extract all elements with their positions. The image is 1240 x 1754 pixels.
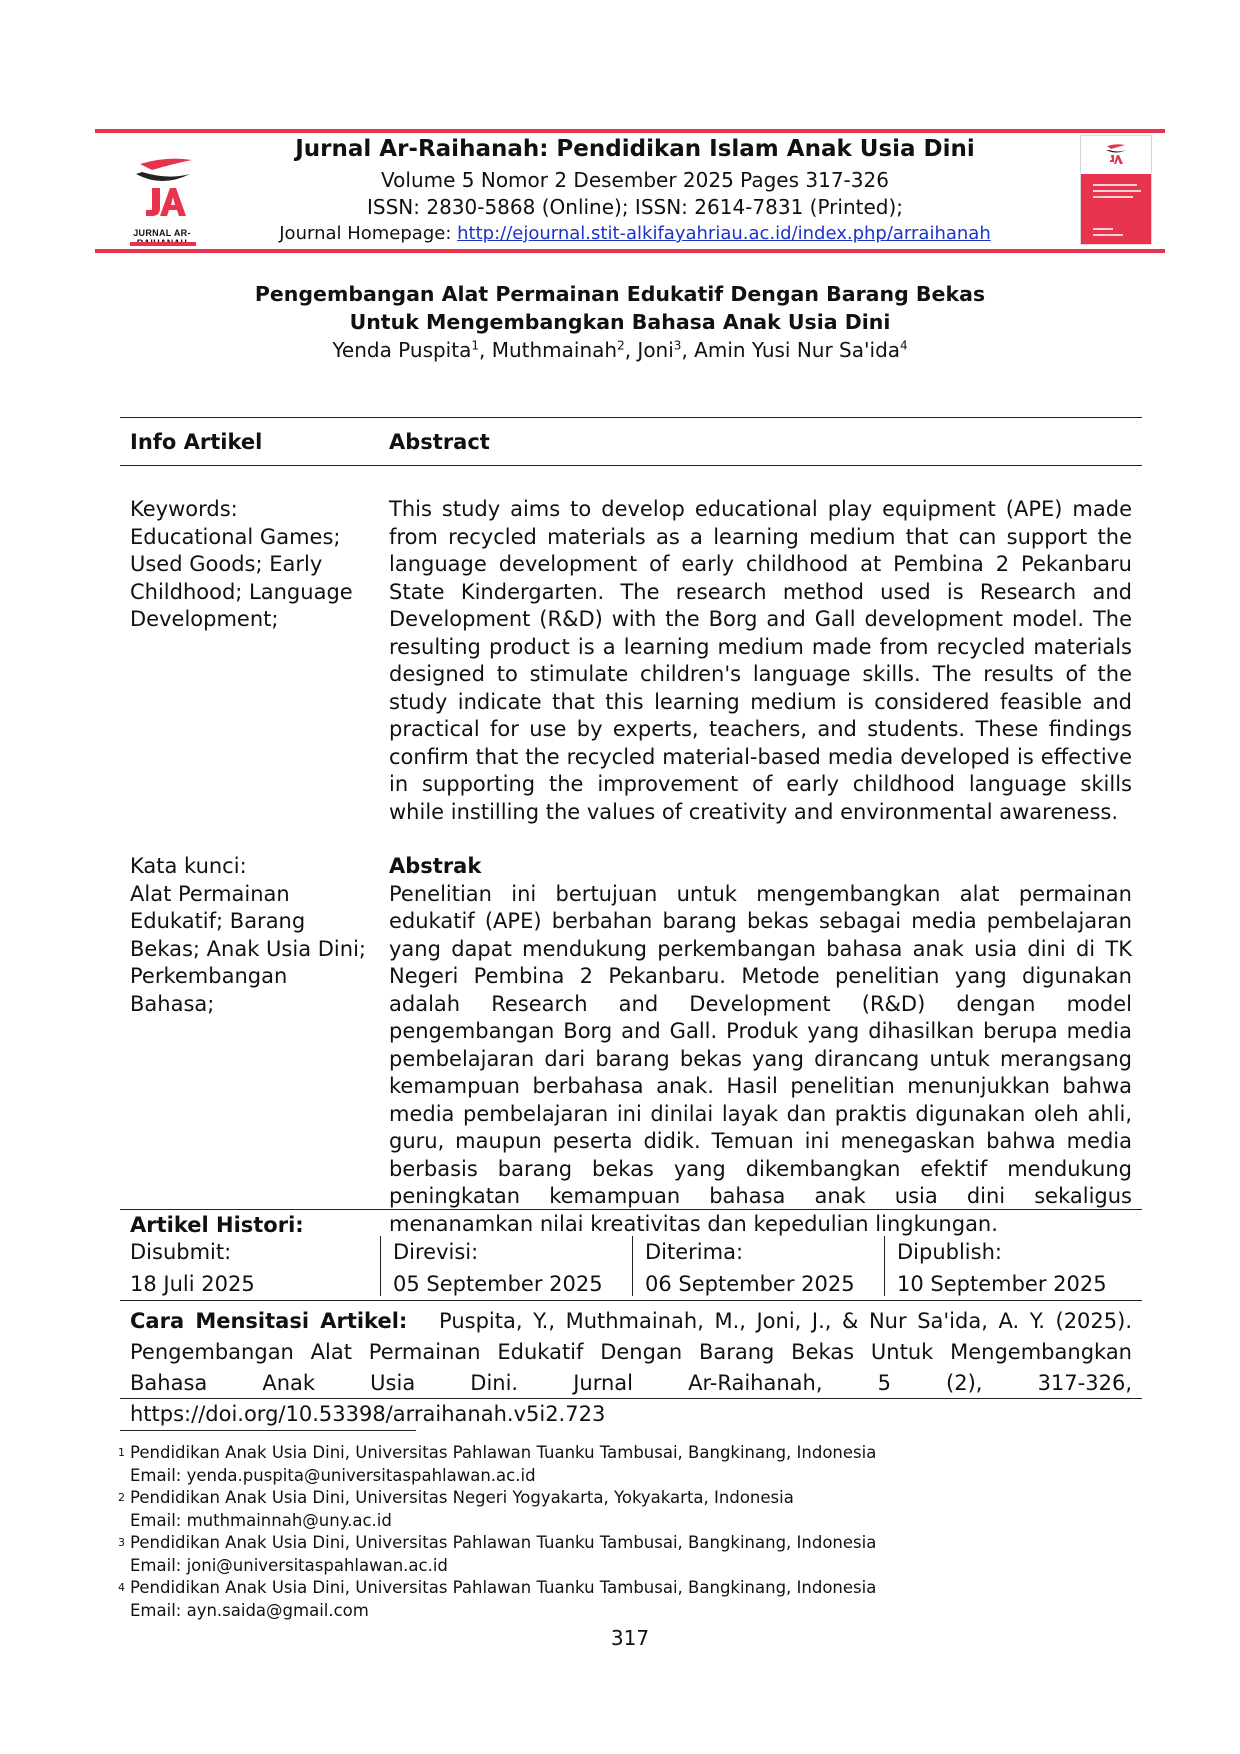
footnote-item — [118, 1442, 1018, 1487]
journal-logo-mark — [112, 150, 212, 230]
history-top-rule — [120, 1209, 1142, 1210]
abstract-english: This study aims to develop educational play equipment (APE) made from recycled materials as a learning medium that can support the language development of early childhood at Pembina 2 Pekanbaru State Kindergarten. The research method used is Research and Development (R&D) with the Borg and Gall development model. The resulting product is a learning medium made from recycled materials designed to stimulate children's language skills. The results of the study indicate that this learning medium is considered feasible and practical for use by experts, teachers, and students. These findings confirm that the recycled material-based media developed is effective in supporting the improvement of early childhood language skills while instilling the values of creativity and environmental awareness. — [389, 497, 1132, 824]
kata-kunci-label: Kata kunci: — [130, 854, 247, 878]
kata-kunci-line: Perkembangan — [130, 964, 288, 988]
info-artikel-header: Info Artikel — [130, 430, 263, 454]
footnote-rule — [120, 1430, 416, 1431]
kata-kunci-line: Bahasa; — [130, 991, 215, 1016]
page-number: 317 — [610, 1626, 650, 1650]
footnote-email[interactable]: Email: ayn.saida@gmail.com — [130, 1600, 369, 1620]
abstract-header: Abstract — [389, 430, 490, 454]
footnote-affiliation: Pendidikan Anak Usia Dini, Universitas Negeri Yogyakarta, Yokyakarta, Indonesia — [130, 1488, 794, 1507]
footnote-affiliation: Pendidikan Anak Usia Dini, Universitas Pahlawan Tuanku Tambusai, Bangkinang, Indonesia — [130, 1578, 877, 1597]
footnote-affiliation: Pendidikan Anak Usia Dini, Universitas Pahlawan Tuanku Tambusai, Bangkinang, Indonesia — [130, 1443, 877, 1462]
citation-text[interactable]: Puspita, Y., Muthmainah, M., Joni, J., & Nur Sa'ida, A. Y. (2025). Pengembangan Alat Permainan Edukatif Dengan Barang Bekas Untuk Mengembangkan Bahasa Anak Usia Dini. Jurnal Ar-Raihanah, 5 (2), 317-326, https://doi.org/10.53398/arraihanah.v5i2.723 — [130, 1309, 1133, 1426]
table-top-rule — [120, 417, 1142, 418]
author-name: Yenda Puspita — [332, 338, 472, 362]
footnote-email[interactable]: Email: muthmainnah@uny.ac.id — [130, 1510, 392, 1530]
abstract-indonesian: Penelitian ini bertujuan untuk mengembangkan alat permainan edukatif (APE) berbahan barang bekas sebagai media pembelajaran yang dapat mendukung perkembangan bahasa anak usia dini di TK Negeri Pembina 2 Pekanbaru. Metode penelitian yang digunakan adalah Research and Development (R&D) dengan model pengembangan Borg and Gall. Produk yang dihasilkan berupa media pembelajaran dari barang bekas yang dirancang untuk merangsang kemampuan berbahasa anak. Hasil penelitian menunjukkan bahwa media pembelajaran ini dinilai layak dan praktis digunakan oleh ahli, guru, maupun peserta didik. Temuan ini menegaskan bahwa media berbasis barang bekas yang dikembangkan efektif mendukung peningkatan kemampuan bahasa anak usia dini sekaligus menanamkan nilai kreativitas dan kepedulian lingkungan. — [389, 881, 1132, 1236]
keyword-line: Used Goods; Early — [130, 552, 323, 576]
history-published-date: 10 September 2025 — [897, 1272, 1107, 1296]
keyword-line: Educational Games; — [130, 524, 341, 549]
history-divider — [884, 1236, 885, 1296]
author-affiliation-marker: 2 — [617, 338, 625, 353]
keyword-line: Childhood; Language — [130, 579, 353, 604]
journal-issn: ISSN: 2830-5868 (Online); ISSN: 2614-7831 (Printed); — [367, 195, 903, 219]
history-divider — [380, 1236, 381, 1296]
logo-tagline-bar — [130, 242, 196, 246]
journal-title: Jurnal Ar-Raihanah: Pendidikan Islam Anak Usia Dini — [295, 136, 975, 162]
history-published-label: Dipublish: — [897, 1240, 1002, 1264]
journal-cover-thumbnail[interactable] — [1080, 135, 1152, 245]
cover-logo-icon — [1103, 142, 1129, 166]
citation-block — [130, 1306, 1132, 1430]
footnote-item — [118, 1532, 1018, 1577]
history-revised-date: 05 September 2025 — [393, 1272, 603, 1296]
history-accepted-date: 06 September 2025 — [645, 1272, 855, 1296]
citation-top-rule — [120, 1300, 1142, 1301]
author-affiliation-marker: 1 — [471, 338, 479, 353]
author-list: Yenda Puspita$^1$, Muthmainah$^2$, Joni$^3$, Amin Yusi Nur Sa'ida$^4$ — [332, 338, 908, 362]
footnote-number: 2 — [118, 1491, 125, 1504]
abstrak-block — [389, 853, 1132, 1238]
footnote-affiliation: Pendidikan Anak Usia Dini, Universitas Pahlawan Tuanku Tambusai, Bangkinang, Indonesia — [130, 1533, 877, 1552]
homepage-link[interactable]: http://ejournal.stit-alkifayahriau.ac.id/index.php/arraihanah — [457, 223, 991, 244]
author-affiliation-marker: 3 — [673, 338, 682, 353]
history-accepted-label: Diterima: — [645, 1240, 744, 1264]
footnote-email[interactable]: Email: yenda.puspita@universitaspahlawan.ac.id — [130, 1465, 536, 1485]
journal-logo — [112, 150, 212, 242]
footnote-item — [118, 1577, 1018, 1622]
author-name: Joni — [637, 338, 674, 362]
journal-homepage — [240, 223, 1030, 244]
paper-title-line1: Pengembangan Alat Permainan Edukatif Dengan Barang Bekas — [254, 282, 986, 306]
header-bottom-rule — [95, 249, 1165, 253]
history-submitted-label: Disubmit: — [130, 1240, 232, 1264]
footnote-email[interactable]: Email: joni@universitaspahlawan.ac.id — [130, 1555, 448, 1575]
header-top-rule — [95, 129, 1165, 133]
kata-kunci-block — [130, 853, 380, 1018]
author-affiliation-marker: 4 — [900, 338, 908, 353]
history-title: Artikel Histori: — [130, 1213, 304, 1237]
kata-kunci-line: Bekas; Anak Usia Dini; — [130, 936, 366, 961]
footnote-number: 3 — [118, 1536, 125, 1549]
homepage-label: Journal Homepage: — [279, 223, 458, 244]
footnote-item — [118, 1487, 1018, 1532]
logo-wordmark: JURNAL AR- — [133, 228, 191, 238]
kata-kunci-line: Edukatif; Barang — [130, 909, 306, 933]
history-revised-label: Direvisi: — [393, 1240, 479, 1264]
kata-kunci-line: Alat Permainan — [130, 881, 290, 906]
citation-bottom-rule — [120, 1398, 1142, 1399]
keyword-line: Development; — [130, 607, 279, 631]
paper-title-line2: Untuk Mengembangkan Bahasa Anak Usia Dini — [349, 310, 891, 334]
footnote-number: 1 — [118, 1446, 125, 1459]
author-name: Muthmainah — [491, 338, 618, 362]
keywords-label: Keywords: — [130, 497, 238, 521]
citation-label: Cara Mensitasi Artikel: — [130, 1309, 408, 1333]
keywords-block — [130, 496, 380, 634]
abstrak-header: Abstrak — [389, 854, 482, 878]
history-divider — [632, 1236, 633, 1296]
history-submitted-date: 18 Juli 2025 — [130, 1272, 255, 1296]
journal-volume: Volume 5 Nomor 2 Desember 2025 Pages 317-326 — [381, 168, 889, 192]
author-name: Amin Yusi Nur Sa'ida — [694, 338, 901, 362]
footnote-number: 4 — [118, 1581, 125, 1594]
table-header-rule — [120, 465, 1142, 466]
